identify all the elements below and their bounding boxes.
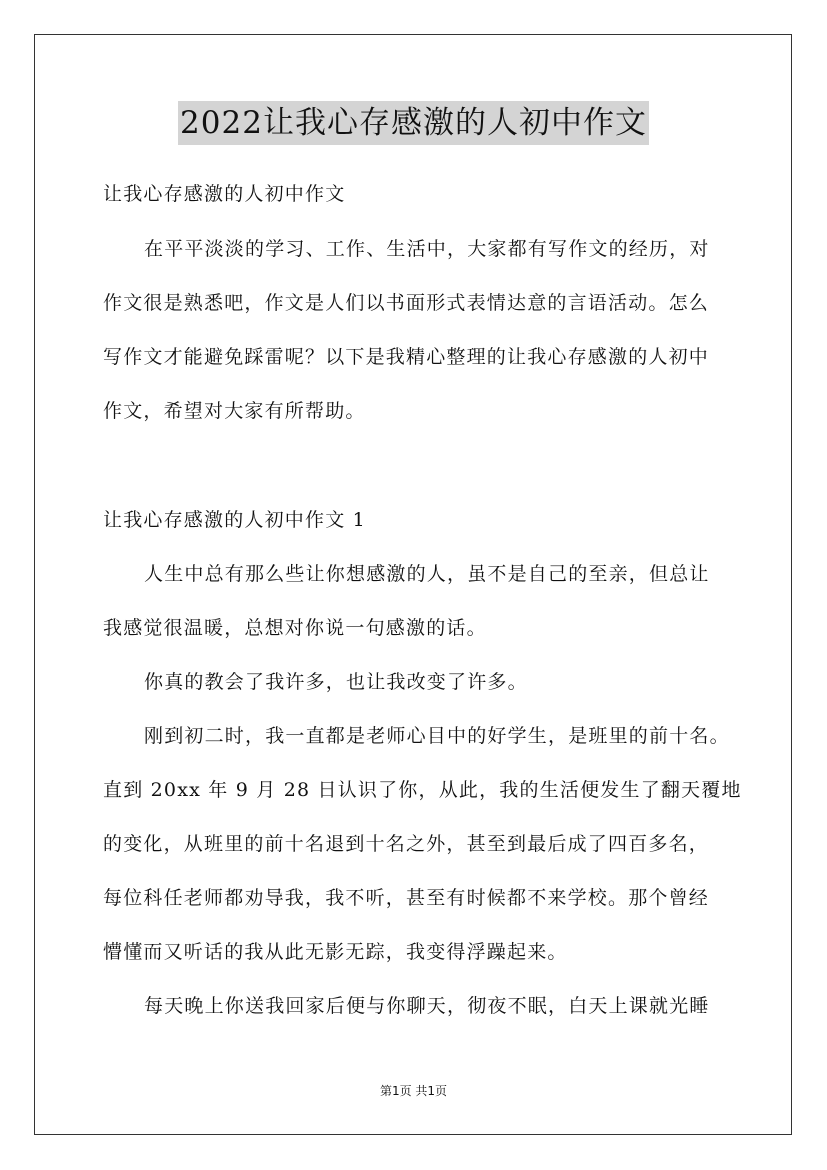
body-line: 刚到初二时，我一直都是老师心目中的好学生，是班里的前十名。	[144, 725, 730, 747]
title-container	[0, 101, 827, 145]
subtitle: 让我心存感激的人初中作文	[103, 183, 346, 205]
body-line: 每天晚上你送我回家后便与你聊天，彻夜不眠，白天上课就光睡	[144, 995, 710, 1017]
body-line: 的变化，从班里的前十名退到十名之外，甚至到最后成了四百多名，	[103, 833, 710, 855]
intro-line: 写作文才能避免踩雷呢？以下是我精心整理的让我心存感激的人初中	[103, 346, 710, 368]
page-footer: 第1页 共1页	[379, 1084, 448, 1098]
body-line: 懵懂而又听话的我从此无影无踪，我变得浮躁起来。	[103, 941, 568, 963]
intro-line: 在平平淡淡的学习、工作、生活中，大家都有写作文的经历，对	[144, 238, 710, 260]
intro-line: 作文很是熟悉吧，作文是人们以书面形式表情达意的言语活动。怎么	[103, 292, 710, 314]
section-heading: 让我心存感激的人初中作文 1	[103, 509, 366, 531]
body-line: 我感觉很温暖，总想对你说一句感激的话。	[103, 617, 487, 639]
document-title: 2022让我心存感激的人初中作文	[178, 101, 649, 145]
body-line: 人生中总有那么些让你想感激的人，虽不是自己的至亲，但总让	[144, 563, 710, 585]
body-line: 每位科任老师都劝导我，我不听，甚至有时候都不来学校。那个曾经	[103, 887, 710, 909]
body-line: 你真的教会了我许多，也让我改变了许多。	[144, 671, 528, 693]
intro-line: 作文，希望对大家有所帮助。	[103, 400, 366, 422]
body-line: 直到 20xx 年 9 月 28 日认识了你，从此，我的生活便发生了翻天覆地	[103, 779, 742, 801]
